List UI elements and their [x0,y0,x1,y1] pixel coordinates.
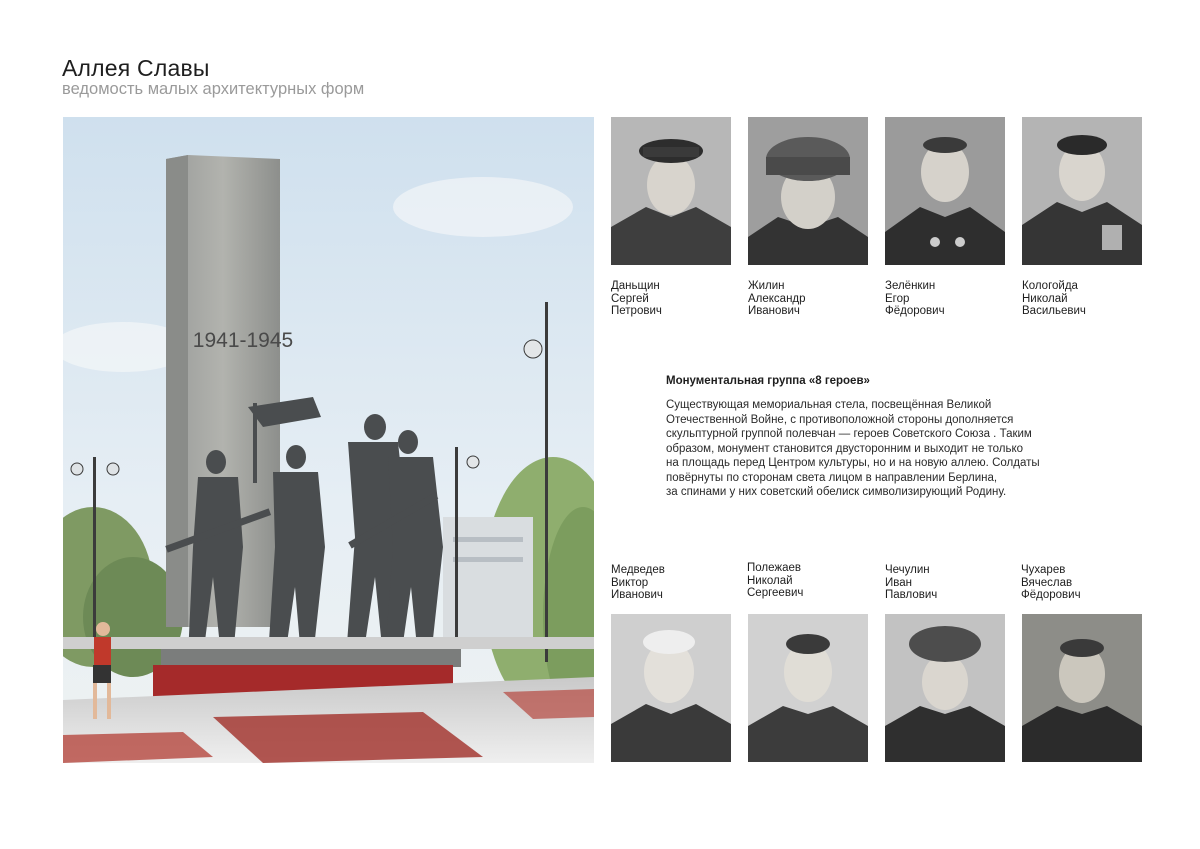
portrait-chechulin [885,614,1005,762]
portrait-photo [885,614,1005,762]
description-line: скульптурной группой полевчан — героев Советского Союза . Таким [666,428,1032,440]
portrait-danshchin [611,117,731,265]
hero-surname: Полежаев [747,562,801,574]
portrait-photo [748,117,868,265]
portrait-zhilin [748,117,868,265]
description-line: образом, монумент становится двусторонним и выходит не только [666,442,1024,455]
hero-name: Николай [1022,292,1068,305]
hero-surname: Кологойда [1022,280,1078,292]
monument-render-image [63,117,594,763]
hero-patronymic: Павлович [885,589,938,601]
hero-caption-zhilin [748,280,806,318]
hero-caption-chukharev [1021,564,1081,602]
hero-patronymic: Фёдорович [1021,589,1081,601]
hero-name: Сергей [611,292,649,305]
hero-surname: Зелёнкин [885,280,936,292]
hero-patronymic: Васильевич [1022,305,1086,317]
hero-caption-polezhaev [747,562,803,600]
hero-patronymic: Иванович [748,305,800,317]
portrait-photo [611,614,731,762]
description-title: Монументальная группа «8 героев» [666,375,870,387]
portrait-zelenkin [885,117,1005,265]
hero-caption-kologoyda [1022,280,1086,318]
portrait-photo [1022,117,1142,265]
portrait-polezhaev [748,614,868,762]
description-body [666,398,1066,500]
hero-name: Николай [747,574,793,587]
stele-years-label: 1941-1945 [192,329,294,352]
description-line: на площадь перед Центром культуры, но и на новую аллею. Солдаты [666,457,1040,469]
hero-patronymic: Петрович [611,305,662,317]
hero-surname: Чечулин [885,564,930,576]
hero-name: Виктор [611,576,649,589]
hero-patronymic: Иванович [611,589,663,601]
portrait-photo [885,117,1005,265]
hero-surname: Даньщин [611,280,660,292]
portrait-photo [748,614,868,762]
hero-surname: Жилин [748,280,785,292]
page-subtitle: ведомость малых архитектурных форм [62,80,365,98]
hero-caption-medvedev [611,564,665,602]
page-title: Аллея Славы [62,55,210,81]
hero-caption-danshchin [611,280,662,318]
portrait-photo [611,117,731,265]
hero-surname: Чухарев [1021,564,1066,576]
description-line: Отечественной Войне, с противоположной стороны дополняется [666,413,1014,426]
portrait-kologoyda [1022,117,1142,265]
description-line: повёрнуты по сторонам света лицом в направлении Берлина, [666,471,998,484]
hero-name: Егор [885,292,910,305]
description-line: за спинами у них советский обелиск символизирующий Родину. [666,486,1007,498]
hero-name: Александр [748,292,806,305]
hero-name: Иван [885,576,912,589]
hero-patronymic: Фёдорович [885,305,945,317]
hero-surname: Медведев [611,564,665,576]
hero-caption-zelenkin [885,280,945,318]
portrait-medvedev [611,614,731,762]
hero-name: Вячеслав [1021,576,1073,589]
description-line: Существующая мемориальная стела, посвещённая Великой [666,399,992,411]
hero-patronymic: Сергеевич [747,587,804,599]
hero-caption-chechulin [885,564,937,602]
portrait-chukharev [1022,614,1142,762]
portrait-photo [1022,614,1142,762]
